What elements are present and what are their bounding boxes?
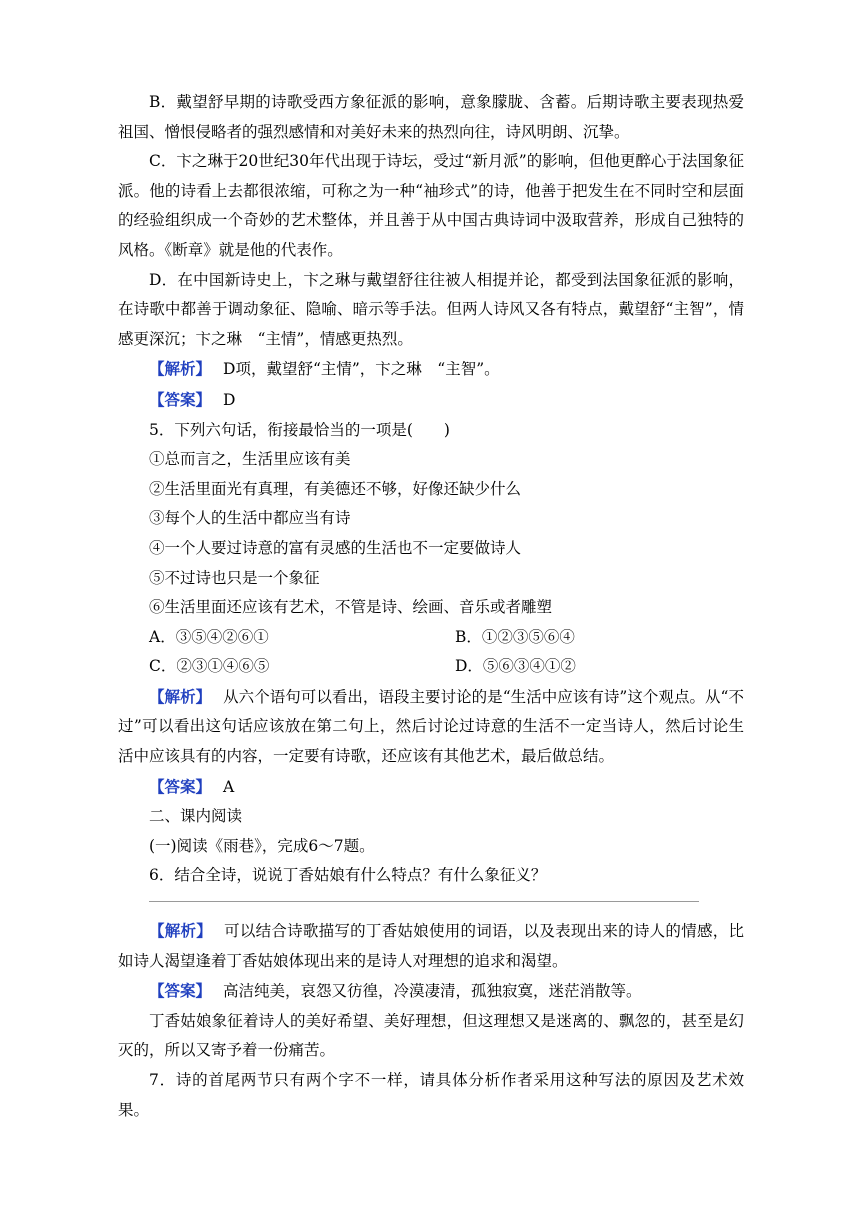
document-page xyxy=(118,88,744,1125)
q5-option-c: C．②③①④⑥⑤ xyxy=(149,657,270,676)
q4-option-d: D．在中国新诗史上，卞之琳与戴望舒往往被人相提并论，都受到法国象征派的影响，在诗歌中都善于调动象征、隐喻、暗示等手法。但两人诗风又各有特点，戴望舒“主智”，情感更深沉；卞之琳 “主情”，情感更热烈。 xyxy=(118,270,744,348)
q6-analysis xyxy=(118,916,744,976)
q4-answer-text: D xyxy=(223,390,236,409)
section-subheading: (一)阅读《雨巷》，完成6～7题。 xyxy=(149,836,375,855)
q5-option-d: D．⑤⑥③④①② xyxy=(455,657,576,676)
q5-option-a: A．③⑤④②⑥① xyxy=(149,627,269,646)
q5-item-6: ⑥生活里面还应该有艺术，不管是诗、绘画、音乐或者雕塑 xyxy=(149,598,553,617)
q5-item-4: ④一个人要过诗意的富有灵感的生活也不一定要做诗人 xyxy=(149,538,522,557)
answer-tag: 【答案】 xyxy=(149,776,212,796)
answer-tag: 【答案】 xyxy=(149,981,212,1001)
q5-stem: 5．下列六句话，衔接最恰当的一项是( ) xyxy=(149,420,450,439)
analysis-tag: 【解析】 xyxy=(149,921,213,941)
q7-stem: 7．诗的首尾两节只有两个字不一样，请具体分析作者采用这种写法的原因及艺术效果。 xyxy=(118,1071,744,1119)
q4-answer xyxy=(118,385,744,416)
q6-stem: 6．结合全诗，说说丁香姑娘有什么特点？有什么象征义？ xyxy=(149,866,547,885)
q5-options-row-1 xyxy=(118,623,744,653)
q6-answer-text: 高洁纯美，哀怨又彷徨，冷漠凄清，孤独寂寞，迷茫消散等。 xyxy=(223,982,642,1001)
q5-item-3: ③每个人的生活中都应当有诗 xyxy=(149,509,351,528)
q5-analysis xyxy=(118,682,744,772)
q5-options-row-2 xyxy=(118,652,744,682)
q4-option-c: C．卞之琳于20世纪30年代出现于诗坛，受过“新月派”的影响，但他更醉心于法国象征派。他的诗看上去都很浓缩，可称之为一种“袖珍式”的诗，他善于把发生在不同时空和层面的经验组织成一个奇妙的艺术整体，并且善于从中国古典诗词中汲取营养，形成自己独特的风格。《断章》就是他的代表作。 xyxy=(118,152,744,259)
q4-analysis-text: D项，戴望舒“主情”，卞之琳 “主智”。 xyxy=(223,360,500,379)
q6-answer xyxy=(118,976,744,1007)
analysis-tag: 【解析】 xyxy=(149,359,212,379)
q5-answer xyxy=(118,772,744,803)
q5-item-2: ②生活里面光有真理，有美德还不够，好像还缺少什么 xyxy=(149,479,522,498)
q4-option-b: B．戴望舒早期的诗歌受西方象征派的影响，意象朦胧、含蓄。后期诗歌主要表现热爱祖国、憎恨侵略者的强烈感情和对美好未来的热烈向往，诗风明朗、沉挚。 xyxy=(118,93,744,141)
q5-answer-text: A xyxy=(223,777,235,796)
q5-analysis-text: 从六个语句可以看出，语段主要讨论的是“生活中应该有诗”这个观点。从“不过”可以看出这句话应该放在第二句上，然后讨论过诗意的生活不一定当诗人，然后讨论生活中应该具有的内容，一定要有诗歌，还应该有其他艺术，最后做总结。 xyxy=(118,687,744,766)
analysis-tag: 【解析】 xyxy=(149,686,212,706)
answer-blank-line xyxy=(149,901,699,902)
q6-answer-continued: 丁香姑娘象征着诗人的美好希望、美好理想，但这理想又是迷离的、飘忽的，甚至是幻灭的，所以又寄予着一份痛苦。 xyxy=(118,1011,744,1060)
section-heading: 二、课内阅读 xyxy=(149,807,243,826)
q5-item-1: ①总而言之，生活里应该有美 xyxy=(149,450,351,469)
q5-option-b: B．①②③⑤⑥④ xyxy=(455,627,575,646)
q4-analysis xyxy=(118,354,744,385)
q5-item-5: ⑤不过诗也只是一个象征 xyxy=(149,568,320,587)
q6-analysis-text: 可以结合诗歌描写的丁香姑娘使用的词语，以及表现出来的诗人的情感，比如诗人渴望逢着丁香姑娘体现出来的是诗人对理想的追求和渴望。 xyxy=(118,922,744,970)
answer-tag: 【答案】 xyxy=(149,389,212,409)
